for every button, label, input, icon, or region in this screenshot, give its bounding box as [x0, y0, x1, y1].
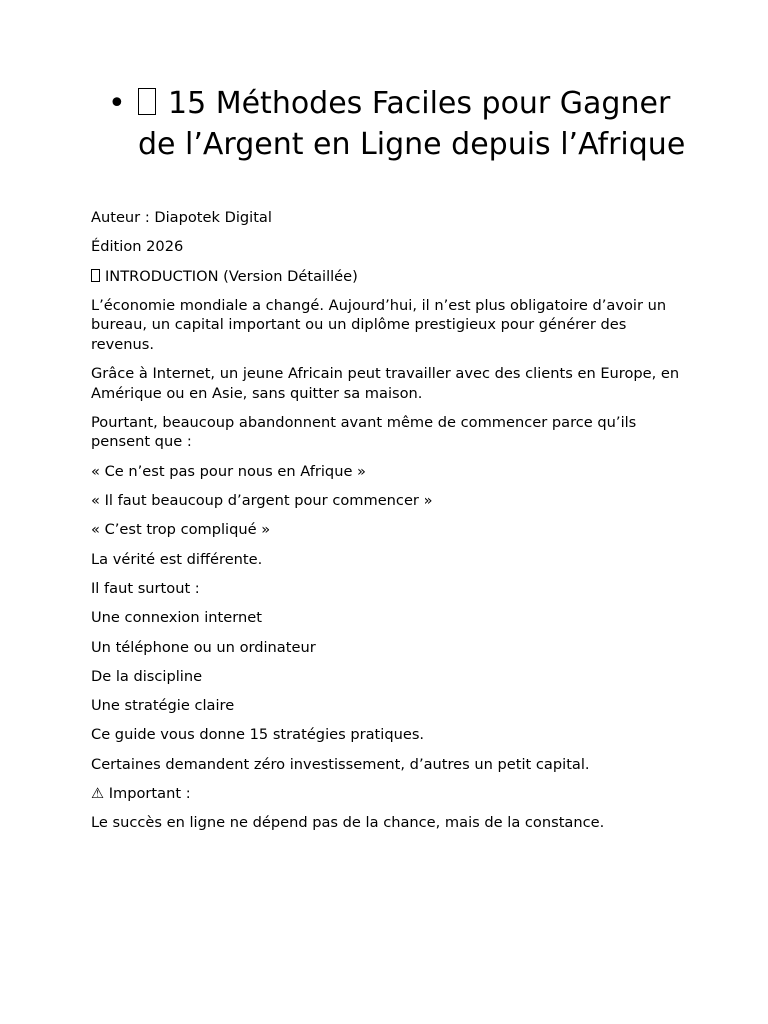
paragraph: Il faut surtout : [91, 579, 200, 597]
document-body [91, 208, 681, 843]
list-line: Une stratégie claire [91, 697, 235, 715]
paragraph: Certaines demandent zéro investissement, d’autres un petit capital. [91, 755, 590, 773]
quote-line: « C’est trop compliqué » [91, 521, 271, 539]
warning-line: ⚠ Important : [91, 785, 191, 803]
paragraph: Pourtant, beaucoup abandonnent avant même de commencer parce qu’ils pensent que : [91, 413, 637, 451]
paragraph: Ce guide vous donne 15 stratégies pratiques. [91, 726, 425, 744]
paragraph: La vérité est différente. [91, 550, 263, 568]
bullet-marker: • [108, 86, 126, 121]
document-title [138, 84, 708, 165]
edition-line: Édition 2026 [91, 238, 184, 256]
paragraph: Le succès en ligne ne dépend pas de la chance, mais de la constance. [91, 814, 605, 832]
missing-glyph-icon [138, 88, 156, 115]
list-line: De la discipline [91, 667, 203, 685]
paragraph: Grâce à Internet, un jeune Africain peut travailler avec des clients en Europe, en Amérique ou en Asie, sans quitter sa maison. [91, 365, 680, 402]
paragraph: L’économie mondiale a changé. Aujourd’hui, il n’est plus obligatoire d’avoir un bureau, un capital important ou un diplôme prestigieux pour générer des revenus. [91, 296, 667, 353]
author-line: Auteur : Diapotek Digital [91, 209, 272, 226]
section-heading [91, 267, 681, 287]
list-line: Une connexion internet [91, 609, 262, 627]
section-heading-text: INTRODUCTION (Version Détaillée) [105, 267, 358, 285]
quote-line: « Il faut beaucoup d’argent pour commencer » [91, 492, 433, 510]
list-line: Un téléphone ou un ordinateur [91, 638, 316, 656]
missing-glyph-icon [91, 269, 100, 282]
quote-line: « Ce n’est pas pour nous en Afrique » [91, 462, 366, 480]
document-title-text: 15 Méthodes Faciles pour Gagner de l’Argent en Ligne depuis l’Afrique [138, 86, 686, 162]
